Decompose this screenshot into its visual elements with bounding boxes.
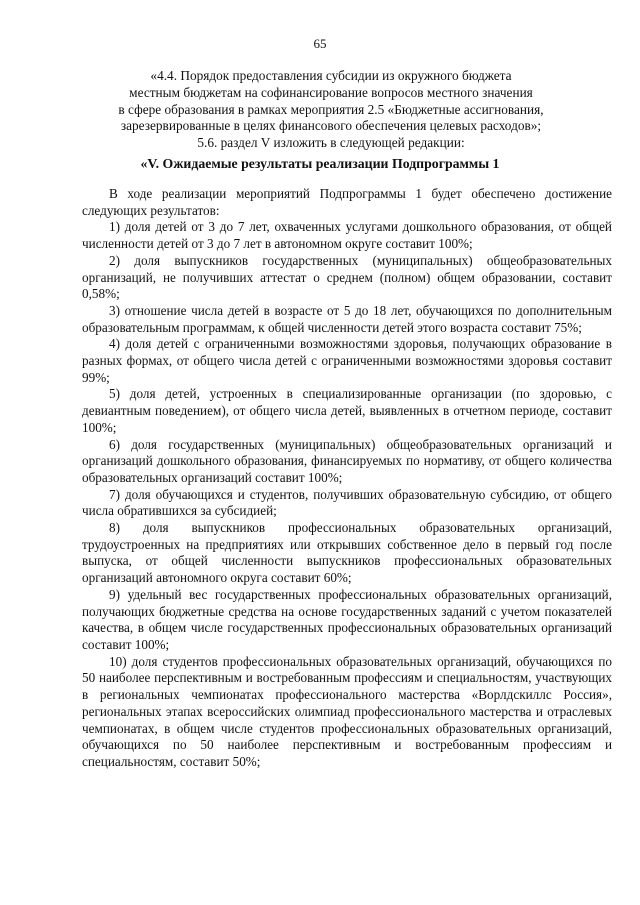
result-item-9: 9) удельный вес государственных профессиональных образовательных организаций, получающих бюджетные средства на основе государственных заданий с учетом показателей качества, в общем числе государственных профессиональных образовательных организаций составит 100%; bbox=[82, 586, 612, 652]
intro-line: в сфере образования в рамках мероприятия 2.5 «Бюджетные ассигнования, bbox=[118, 101, 544, 117]
intro-line: 5.6. раздел V изложить в следующей редакции: bbox=[197, 135, 465, 151]
result-item-7: 7) доля обучающихся и студентов, получивших образовательную субсидию, от общего числа обратившихся за субсидией; bbox=[82, 486, 612, 519]
intro-block bbox=[106, 68, 556, 152]
intro-line: местным бюджетам на софинансирование вопросов местного значения bbox=[129, 84, 533, 100]
paragraph-intro: В ходе реализации мероприятий Подпрограммы 1 будет обеспечено достижение следующих результатов: bbox=[82, 186, 612, 218]
intro-line: зарезервированные в целях финансового обеспечения целевых расходов»; bbox=[120, 118, 542, 134]
result-item-5: 5) доля детей, устроенных в специализированные организации (по здоровью, с девиантным поведением), от общего числа детей, выявленных в отчетном периоде, составит 100%; bbox=[82, 386, 612, 435]
result-item-10: 10) доля студентов профессиональных образовательных организаций, обучающихся по 50 наиболее перспективным и востребованным профессиям и специальностям, участвующих в региональных чемпионатах профессионального мастерства «Ворлдскиллс Россия», региональных этапах всероссийских олимпиад профессионального мастерства и отраслевых чемпионатах, в общем числе студентов профессиональных образовательных организаций, обучающихся по 50 наиболее перспективным и востребованным профессиям и специальностям, составит 50%; bbox=[82, 653, 612, 769]
result-item-1: 1) доля детей от 3 до 7 лет, охваченных услугами дошкольного образования, от общей численности детей от 3 до 7 лет в автономном округе составит 100%; bbox=[82, 219, 612, 252]
result-item-3: 3) отношение числа детей в возрасте от 5 до 18 лет, обучающихся по дополнительным образовательным программам, к общей численности детей этого возраста составит 75%; bbox=[82, 302, 612, 335]
result-item-8: 8) доля выпускников профессиональных образовательных организаций, трудоустроенных на предприятиях или открывших собственное дело в первый год после выпуска, от общей численности выпускников профессиональных образовательных организаций автономного округа составит 60%; bbox=[82, 520, 612, 586]
section-heading: «V. Ожидаемые результаты реализации Подпрограммы 1 bbox=[140, 156, 500, 171]
body-text bbox=[82, 186, 612, 771]
result-item-6: 6) доля государственных (муниципальных) общеобразовательных организаций и организаций дошкольного образования, финансируемых по нормативу, от общего количества образовательных организаций составит 100%; bbox=[82, 436, 612, 485]
intro-line: «4.4. Порядок предоставления субсидии из окружного бюджета bbox=[150, 68, 512, 83]
result-item-2: 2) доля выпускников государственных (муниципальных) общеобразовательных организаций, не получивших аттестат о среднем (полном) общем образовании, составит 0,58%; bbox=[82, 252, 612, 302]
page-number: 65 bbox=[313, 36, 327, 51]
result-item-4: 4) доля детей с ограниченными возможностями здоровья, получающих образование в разных формах, от общего числа детей с ограниченными возможностями здоровья составит 99%; bbox=[82, 336, 612, 385]
